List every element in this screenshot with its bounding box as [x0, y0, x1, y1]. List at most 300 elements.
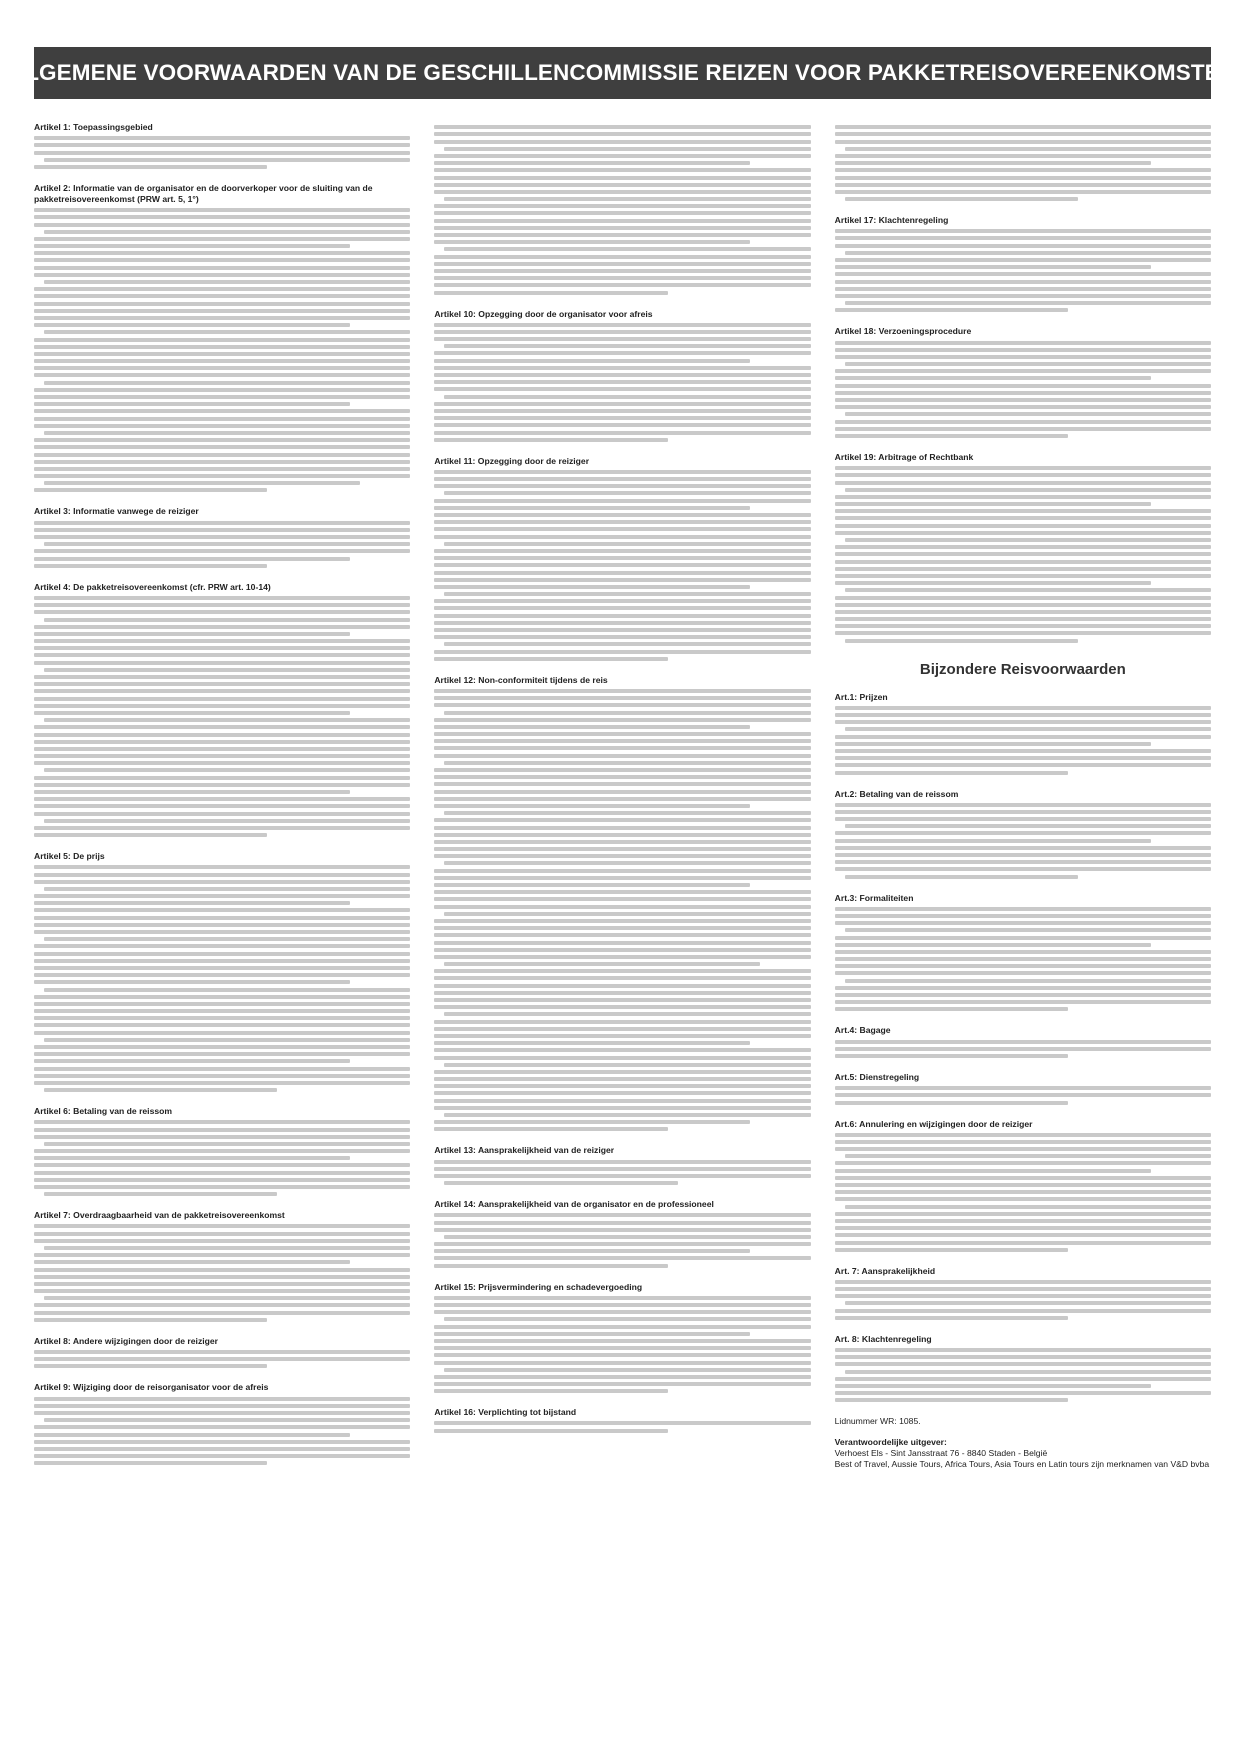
page-title-banner: ALGEMENE VOORWAARDEN VAN DE GESCHILLENCOMMISSIE REIZEN VOOR PAKKETREISOVEREENKOMSTEN: [34, 47, 1211, 99]
text-line-placeholder: [34, 1440, 410, 1444]
article-body-placeholder: [835, 1040, 1211, 1058]
text-line-placeholder: [835, 154, 1211, 158]
text-line-placeholder: [434, 1346, 810, 1350]
text-line-placeholder: [835, 964, 1211, 968]
text-line-placeholder: [44, 1192, 277, 1196]
text-line-placeholder: [34, 675, 410, 679]
article-body-placeholder: [34, 1397, 410, 1466]
text-line-placeholder: [434, 520, 810, 524]
text-line-placeholder: [34, 1454, 410, 1458]
text-line-placeholder: [34, 1156, 350, 1160]
article-title: Art.4: Bagage: [834, 1025, 891, 1036]
article: [434, 1407, 810, 1432]
text-line-placeholder: [34, 1171, 410, 1175]
article: [835, 215, 1211, 312]
text-line-placeholder: [434, 226, 810, 230]
text-line-placeholder: [434, 1174, 810, 1178]
article: [434, 675, 810, 1132]
text-line-placeholder: [34, 776, 410, 780]
article: [835, 1072, 1211, 1105]
text-line-placeholder: [44, 887, 410, 891]
text-line-placeholder: [835, 1233, 1211, 1237]
text-line-placeholder: [434, 1084, 810, 1088]
text-line-placeholder: [44, 1296, 410, 1300]
text-line-placeholder: [44, 431, 410, 435]
text-line-placeholder: [434, 768, 810, 772]
text-line-placeholder: [34, 302, 410, 306]
text-line-placeholder: [434, 1127, 667, 1131]
text-line-placeholder: [434, 998, 810, 1002]
text-line-placeholder: [444, 1012, 810, 1016]
text-line-placeholder: [434, 847, 810, 851]
text-line-placeholder: [835, 993, 1211, 997]
text-line-placeholder: [34, 894, 410, 898]
text-line-placeholder: [835, 308, 1068, 312]
text-line-placeholder: [34, 725, 410, 729]
text-line-placeholder: [835, 1047, 1211, 1051]
text-line-placeholder: [34, 930, 410, 934]
text-line-placeholder: [835, 398, 1211, 402]
text-line-placeholder: [835, 839, 1151, 843]
text-line-placeholder: [434, 1213, 810, 1217]
text-line-placeholder: [434, 1070, 810, 1074]
text-line-placeholder: [434, 211, 810, 215]
text-line-placeholder: [34, 1045, 410, 1049]
text-line-placeholder: [34, 316, 410, 320]
text-line-placeholder: [835, 720, 1211, 724]
text-line-placeholder: [34, 323, 350, 327]
article: [835, 1266, 1211, 1320]
text-line-placeholder: [444, 395, 810, 399]
text-line-placeholder: [835, 244, 1211, 248]
article-body-placeholder: [434, 125, 810, 294]
text-line-placeholder: [34, 1425, 410, 1429]
text-line-placeholder: [434, 739, 810, 743]
text-line-placeholder: [434, 402, 810, 406]
text-line-placeholder: [434, 359, 750, 363]
text-line-placeholder: [835, 466, 1211, 470]
article-body-placeholder: [434, 323, 810, 442]
text-line-placeholder: [845, 588, 1211, 592]
text-line-placeholder: [44, 230, 410, 234]
text-line-placeholder: [835, 280, 1211, 284]
text-line-placeholder: [845, 538, 1211, 542]
text-line-placeholder: [34, 639, 410, 643]
article-title: Art.6: Annulering en wijzigingen door de reiziger: [834, 1118, 1033, 1129]
text-line-placeholder: [34, 244, 350, 248]
article: [34, 1106, 410, 1196]
text-line-placeholder: [34, 689, 410, 693]
text-line-placeholder: [34, 1067, 410, 1071]
text-line-placeholder: [434, 470, 810, 474]
text-line-placeholder: [434, 883, 750, 887]
text-line-placeholder: [835, 348, 1211, 352]
text-line-placeholder: [835, 950, 1211, 954]
article-body-placeholder: [835, 706, 1211, 775]
article: [835, 1119, 1211, 1252]
publisher-address: Verhoest Els - Sint Jansstraat 76 - 8840 Staden - België: [834, 1448, 1048, 1459]
text-line-placeholder: [34, 1135, 410, 1139]
text-line-placeholder: [434, 140, 810, 144]
text-line-placeholder: [835, 1348, 1211, 1352]
article-body-placeholder: [835, 341, 1211, 438]
article-title: Artikel 19: Arbitrage of Rechtbank: [834, 451, 974, 462]
text-line-placeholder: [34, 923, 410, 927]
article-body-placeholder: [835, 907, 1211, 1012]
article-body-placeholder: [34, 136, 410, 169]
text-line-placeholder: [835, 1054, 1068, 1058]
text-line-placeholder: [835, 603, 1211, 607]
text-line-placeholder: [44, 330, 410, 334]
text-line-placeholder: [34, 1149, 410, 1153]
text-line-placeholder: [434, 549, 810, 553]
text-line-placeholder: [434, 890, 810, 894]
article-body-placeholder: [34, 596, 410, 837]
text-line-placeholder: [34, 1318, 267, 1322]
article: [835, 326, 1211, 438]
text-line-placeholder: [835, 1287, 1211, 1291]
text-line-placeholder: [835, 1147, 1211, 1151]
text-line-placeholder: [34, 564, 267, 568]
text-line-placeholder: [434, 1242, 810, 1246]
article-body-placeholder: [835, 125, 1211, 201]
text-line-placeholder: [34, 223, 410, 227]
text-line-placeholder: [835, 560, 1211, 564]
text-line-placeholder: [34, 438, 410, 442]
text-line-placeholder: [434, 1027, 810, 1031]
text-line-placeholder: [434, 1228, 810, 1232]
text-line-placeholder: [434, 775, 810, 779]
article-body-placeholder: [434, 1421, 810, 1432]
text-line-placeholder: [434, 790, 810, 794]
text-line-placeholder: [34, 783, 410, 787]
text-line-placeholder: [835, 1140, 1211, 1144]
text-line-placeholder: [444, 1063, 810, 1067]
text-line-placeholder: [34, 266, 410, 270]
text-line-placeholder: [434, 797, 810, 801]
text-line-placeholder: [34, 653, 410, 657]
text-line-placeholder: [434, 578, 810, 582]
text-line-placeholder: [835, 272, 1211, 276]
text-line-placeholder: [34, 1289, 410, 1293]
text-line-placeholder: [835, 1377, 1211, 1381]
text-line-placeholder: [34, 395, 410, 399]
article-title: Artikel 18: Verzoeningsprocedure: [834, 326, 972, 337]
text-line-placeholder: [34, 359, 410, 363]
text-line-placeholder: [34, 761, 410, 765]
text-line-placeholder: [835, 355, 1211, 359]
text-line-placeholder: [434, 1160, 810, 1164]
text-line-placeholder: [34, 1023, 410, 1027]
text-line-placeholder: [34, 294, 410, 298]
text-line-placeholder: [835, 183, 1211, 187]
text-line-placeholder: [835, 132, 1211, 136]
text-line-placeholder: [34, 1433, 350, 1437]
text-line-placeholder: [34, 165, 267, 169]
article-title: Artikel 10: Opzegging door de organisator voor afreis: [434, 308, 653, 319]
text-line-placeholder: [34, 136, 410, 140]
text-line-placeholder: [434, 513, 810, 517]
article-body-placeholder: [835, 1348, 1211, 1402]
article-title: Artikel 13: Aansprakelijkheid van de reiziger: [434, 1145, 615, 1156]
text-line-placeholder: [434, 571, 810, 575]
text-line-placeholder: [845, 1205, 1211, 1209]
text-line-placeholder: [34, 424, 410, 428]
text-line-placeholder: [434, 438, 667, 442]
text-line-placeholder: [434, 599, 810, 603]
text-line-placeholder: [34, 944, 410, 948]
text-line-placeholder: [444, 247, 810, 251]
text-line-placeholder: [434, 1325, 810, 1329]
text-line-placeholder: [34, 143, 410, 147]
text-line-placeholder: [835, 391, 1211, 395]
text-line-placeholder: [434, 818, 810, 822]
text-line-placeholder: [835, 545, 1211, 549]
publisher-label: Verantwoordelijke uitgever:: [834, 1437, 947, 1448]
article-body-placeholder: [34, 1350, 410, 1368]
article: [835, 692, 1211, 775]
article-body-placeholder: [835, 1280, 1211, 1320]
article-body-placeholder: [434, 470, 810, 661]
text-line-placeholder: [34, 388, 410, 392]
text-line-placeholder: [434, 804, 750, 808]
article-body-placeholder: [34, 1120, 410, 1196]
text-line-placeholder: [434, 976, 810, 980]
article: [434, 1145, 810, 1185]
text-line-placeholder: [434, 1389, 667, 1393]
text-line-placeholder: [434, 1296, 810, 1300]
text-line-placeholder: [835, 1391, 1211, 1395]
text-line-placeholder: [835, 1362, 1211, 1366]
text-line-placeholder: [434, 154, 810, 158]
text-line-placeholder: [444, 811, 810, 815]
article-title: Artikel 8: Andere wijzigingen door de reiziger: [34, 1335, 219, 1346]
text-line-placeholder: [34, 453, 410, 457]
column-left: [34, 122, 410, 1722]
text-line-placeholder: [34, 549, 410, 553]
article: [34, 506, 410, 567]
text-line-placeholder: [845, 875, 1078, 879]
article-body-placeholder: [835, 1133, 1211, 1252]
text-line-placeholder: [34, 661, 410, 665]
text-line-placeholder: [434, 840, 810, 844]
text-line-placeholder: [434, 585, 750, 589]
text-line-placeholder: [835, 481, 1211, 485]
text-line-placeholder: [434, 1048, 810, 1052]
text-line-placeholder: [835, 713, 1211, 717]
text-line-placeholder: [44, 381, 410, 385]
text-line-placeholder: [444, 912, 810, 916]
text-line-placeholder: [34, 1074, 410, 1078]
text-line-placeholder: [835, 161, 1151, 165]
text-line-placeholder: [835, 749, 1211, 753]
text-line-placeholder: [835, 1309, 1211, 1313]
text-line-placeholder: [434, 1429, 667, 1433]
text-line-placeholder: [434, 919, 810, 923]
text-line-placeholder: [835, 756, 1211, 760]
text-line-placeholder: [434, 1120, 750, 1124]
text-line-placeholder: [434, 168, 810, 172]
text-line-placeholder: [34, 908, 410, 912]
text-line-placeholder: [434, 905, 810, 909]
text-line-placeholder: [835, 617, 1211, 621]
text-line-placeholder: [434, 1034, 810, 1038]
text-line-placeholder: [434, 614, 810, 618]
text-line-placeholder: [444, 1317, 810, 1321]
text-line-placeholder: [434, 696, 810, 700]
text-line-placeholder: [835, 427, 1211, 431]
text-line-placeholder: [34, 1397, 410, 1401]
text-line-placeholder: [34, 603, 410, 607]
text-line-placeholder: [835, 552, 1211, 556]
text-line-placeholder: [434, 876, 810, 880]
text-line-placeholder: [434, 506, 750, 510]
text-line-placeholder: [845, 928, 1211, 932]
text-line-placeholder: [835, 258, 1211, 262]
text-line-placeholder: [434, 621, 810, 625]
text-line-placeholder: [34, 1232, 410, 1236]
text-line-placeholder: [34, 1260, 350, 1264]
text-line-placeholder: [434, 628, 810, 632]
text-line-placeholder: [34, 959, 410, 963]
text-line-placeholder: [444, 344, 810, 348]
text-line-placeholder: [34, 1447, 410, 1451]
text-line-placeholder: [835, 817, 1211, 821]
article: [34, 1382, 410, 1465]
text-line-placeholder: [34, 1303, 410, 1307]
text-line-placeholder: [34, 966, 410, 970]
text-line-placeholder: [34, 1178, 410, 1182]
text-line-placeholder: [34, 557, 350, 561]
text-line-placeholder: [34, 521, 410, 525]
text-line-placeholder: [434, 754, 810, 758]
text-line-placeholder: [835, 574, 1211, 578]
text-line-placeholder: [34, 1031, 410, 1035]
text-line-placeholder: [34, 1311, 410, 1315]
text-line-placeholder: [835, 190, 1211, 194]
article: [835, 789, 1211, 879]
text-line-placeholder: [434, 527, 810, 531]
text-line-placeholder: [835, 524, 1211, 528]
text-line-placeholder: [835, 287, 1211, 291]
text-line-placeholder: [34, 1461, 267, 1465]
text-line-placeholder: [44, 1088, 277, 1092]
text-line-placeholder: [34, 467, 410, 471]
text-line-placeholder: [434, 1339, 810, 1343]
text-line-placeholder: [434, 718, 810, 722]
text-line-placeholder: [835, 567, 1211, 571]
article-title: Artikel 16: Verplichting tot bijstand: [434, 1407, 577, 1418]
text-line-placeholder: [34, 309, 410, 313]
text-line-placeholder: [835, 434, 1068, 438]
text-line-placeholder: [434, 732, 810, 736]
text-line-placeholder: [434, 563, 810, 567]
text-line-placeholder: [34, 754, 410, 758]
text-line-placeholder: [434, 477, 810, 481]
text-line-placeholder: [444, 711, 810, 715]
text-line-placeholder: [444, 761, 810, 765]
article: [34, 183, 410, 493]
article-title: Artikel 12: Non-conformiteit tijdens de reis: [434, 674, 608, 685]
text-line-placeholder: [835, 706, 1211, 710]
article-title: Artikel 14: Aansprakelijkheid van de organisator en de professioneel: [434, 1199, 714, 1210]
text-line-placeholder: [44, 280, 410, 284]
text-line-placeholder: [835, 495, 1211, 499]
text-line-placeholder: [845, 824, 1211, 828]
text-line-placeholder: [835, 763, 1211, 767]
text-line-placeholder: [44, 937, 410, 941]
text-line-placeholder: [835, 1280, 1211, 1284]
text-line-placeholder: [835, 771, 1068, 775]
text-line-placeholder: [34, 528, 410, 532]
text-line-placeholder: [434, 423, 810, 427]
article-title: Art.2: Betaling van de reissom: [834, 788, 959, 799]
text-line-placeholder: [34, 1128, 410, 1132]
text-line-placeholder: [434, 606, 810, 610]
text-line-placeholder: [835, 1212, 1211, 1216]
text-line-placeholder: [835, 176, 1211, 180]
text-line-placeholder: [34, 208, 410, 212]
text-line-placeholder: [845, 362, 1211, 366]
text-line-placeholder: [835, 624, 1211, 628]
text-line-placeholder: [434, 219, 810, 223]
article: [835, 452, 1211, 643]
text-line-placeholder: [34, 535, 410, 539]
text-line-placeholder: [444, 1235, 810, 1239]
text-line-placeholder: [434, 635, 810, 639]
text-line-placeholder: [34, 740, 410, 744]
text-line-placeholder: [34, 460, 410, 464]
article-title: Art.1: Prijzen: [834, 691, 888, 702]
text-line-placeholder: [845, 979, 1211, 983]
text-line-placeholder: [434, 1077, 810, 1081]
text-line-placeholder: [434, 276, 810, 280]
text-line-placeholder: [34, 711, 350, 715]
text-line-placeholder: [835, 1316, 1068, 1320]
column-right: [835, 122, 1211, 1722]
text-line-placeholder: [444, 642, 810, 646]
text-line-placeholder: [34, 632, 350, 636]
text-line-placeholder: [434, 1421, 810, 1425]
article-title: Artikel 6: Betaling van de reissom: [34, 1106, 173, 1117]
text-line-placeholder: [835, 341, 1211, 345]
article-title: Artikel 2: Informatie van de organisator en de doorverkoper voor de sluiting van de pakketreisovereenkomst (PRW art. 5, 1°): [34, 182, 373, 204]
text-line-placeholder: [34, 1120, 410, 1124]
text-line-placeholder: [434, 125, 810, 129]
text-line-placeholder: [835, 509, 1211, 513]
article: [34, 122, 410, 169]
text-line-placeholder: [34, 1224, 410, 1228]
text-line-placeholder: [835, 1007, 1068, 1011]
article: [835, 1025, 1211, 1058]
text-line-placeholder: [34, 1282, 410, 1286]
text-line-placeholder: [434, 1375, 810, 1379]
text-line-placeholder: [434, 484, 810, 488]
text-line-placeholder: [34, 1357, 410, 1361]
text-line-placeholder: [835, 921, 1211, 925]
column-middle: [434, 122, 810, 1722]
text-line-placeholder: [44, 542, 410, 546]
text-line-placeholder: [34, 1411, 410, 1415]
text-line-placeholder: [835, 846, 1211, 850]
text-line-placeholder: [434, 431, 810, 435]
text-line-placeholder: [34, 151, 410, 155]
text-line-placeholder: [34, 1009, 410, 1013]
text-line-placeholder: [34, 733, 410, 737]
text-line-placeholder: [434, 204, 810, 208]
text-line-placeholder: [835, 516, 1211, 520]
article: [434, 1199, 810, 1268]
